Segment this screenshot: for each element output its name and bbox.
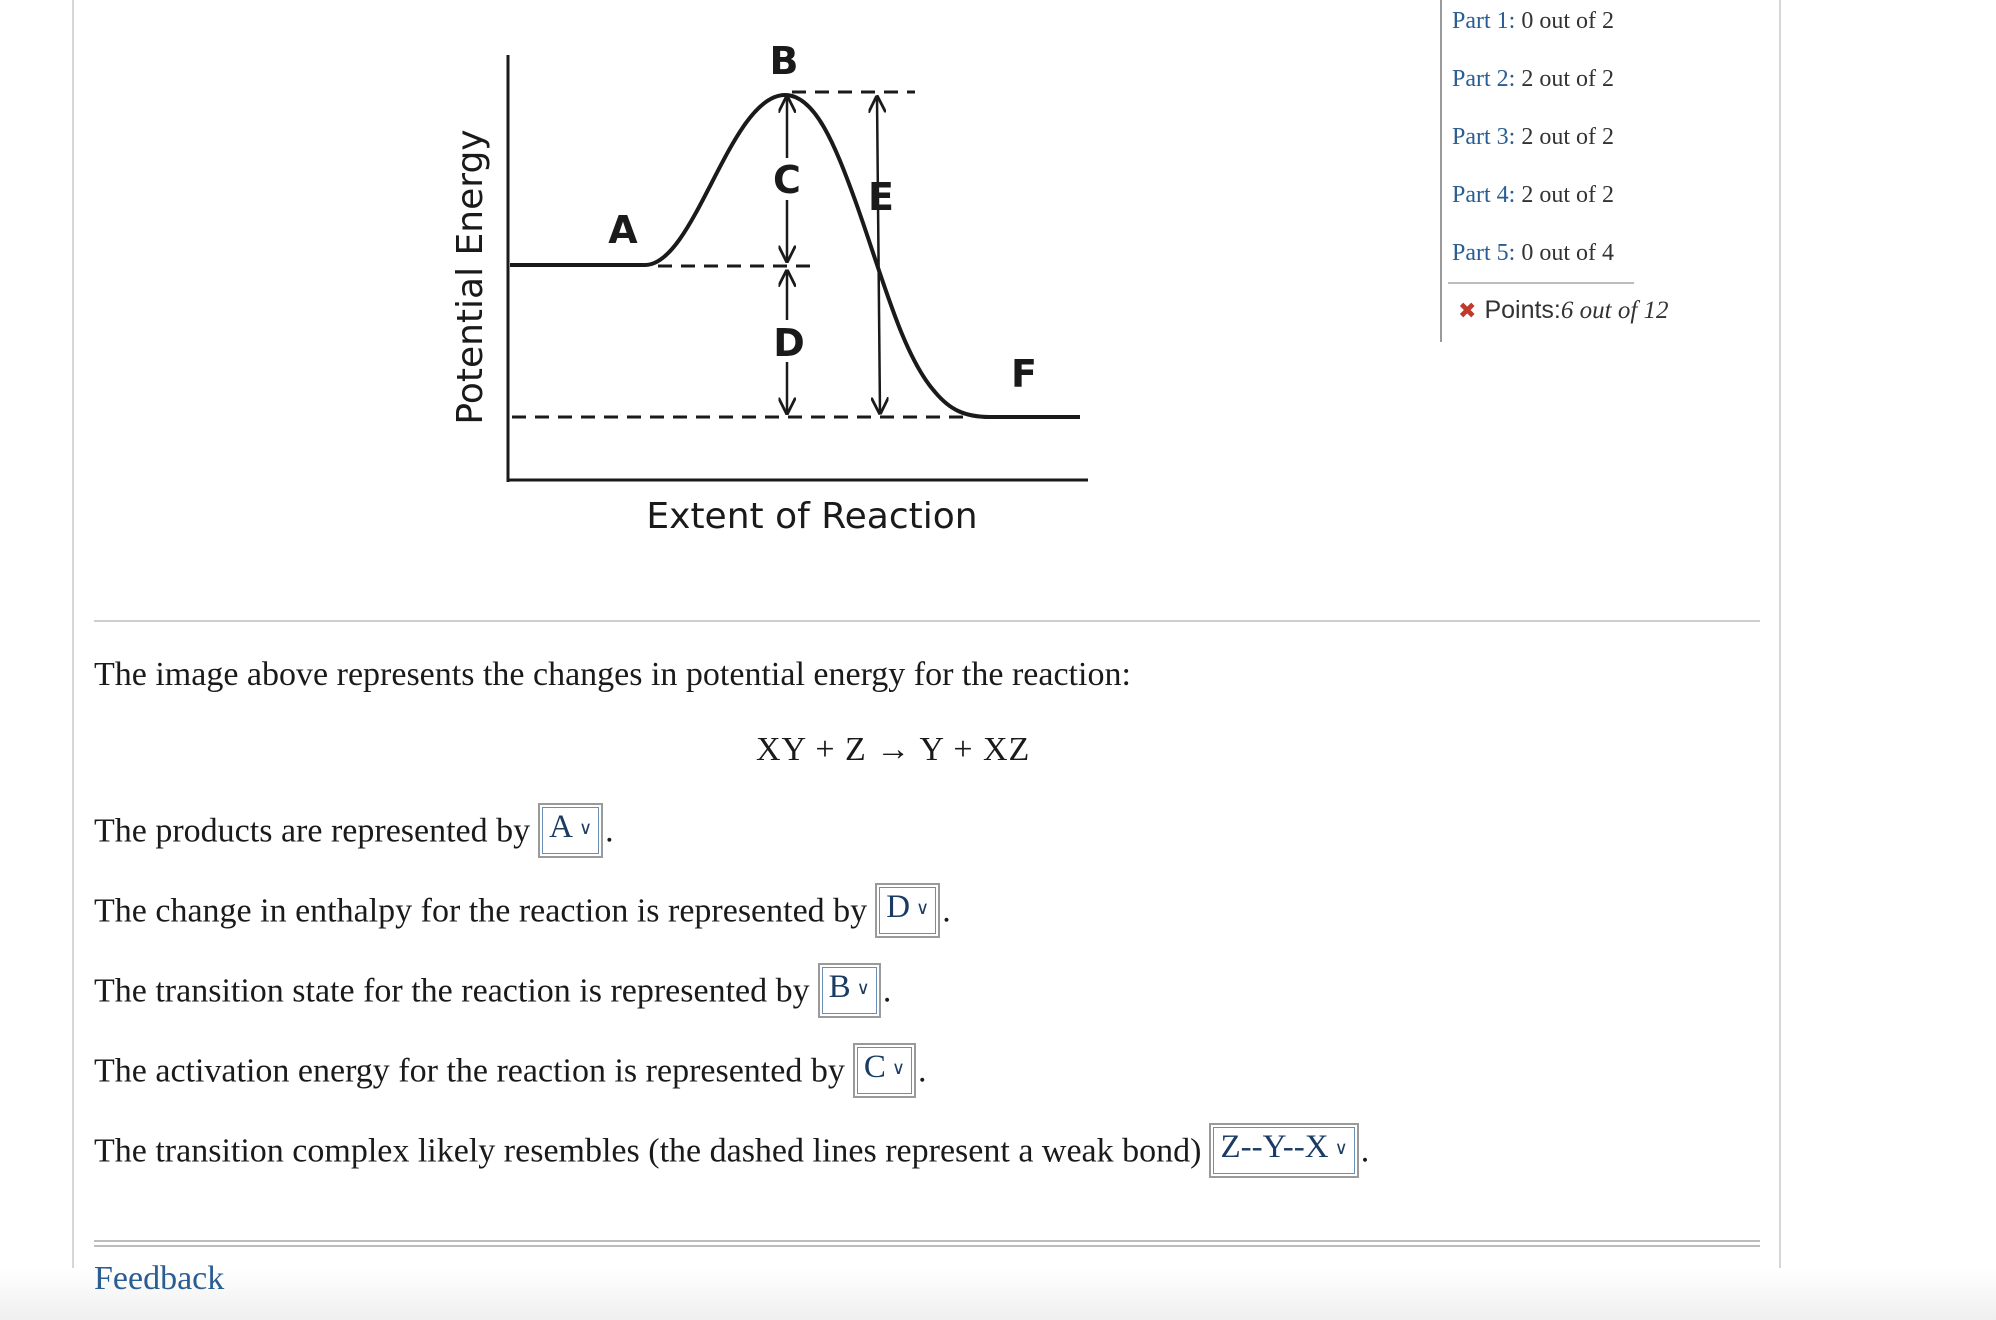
prompt-text: The products are represented by bbox=[94, 812, 531, 850]
feedback-link[interactable]: Feedback bbox=[94, 1260, 225, 1297]
enthalpy-select[interactable] bbox=[875, 883, 940, 938]
products-select[interactable] bbox=[538, 803, 603, 858]
selected-value: B bbox=[828, 969, 851, 1005]
activation-energy-select[interactable] bbox=[853, 1043, 916, 1098]
label-f: F bbox=[1011, 352, 1037, 396]
question-intro: The image above represents the changes in potential energy for the reaction: bbox=[94, 656, 1131, 693]
x-axis-label: Extent of Reaction bbox=[646, 496, 978, 537]
sidebar-part-3[interactable] bbox=[1452, 124, 1614, 151]
label-c: C bbox=[773, 158, 801, 202]
suffix-text: . bbox=[1360, 1132, 1370, 1170]
sidebar-divider bbox=[1448, 282, 1634, 284]
question-transition-state bbox=[94, 966, 891, 1021]
content-left-border bbox=[72, 0, 74, 1320]
suffix-text: . bbox=[605, 812, 614, 850]
chevron-down-icon: ∨ bbox=[856, 978, 870, 999]
suffix-text: . bbox=[918, 1052, 927, 1090]
prompt-text: The transition state for the reaction is represented by bbox=[94, 972, 810, 1010]
sidebar-part-2[interactable] bbox=[1452, 66, 1614, 93]
suffix-text: . bbox=[882, 972, 892, 1010]
transition-complex-select[interactable] bbox=[1209, 1123, 1358, 1178]
selected-value: A bbox=[549, 809, 573, 845]
points-summary bbox=[1458, 296, 1669, 325]
label-b: B bbox=[769, 39, 799, 83]
footer-divider bbox=[94, 1240, 1760, 1242]
bottom-fade bbox=[0, 1268, 1996, 1320]
transition-state-select[interactable] bbox=[818, 963, 881, 1018]
chevron-down-icon: ∨ bbox=[891, 1058, 906, 1079]
question-transition-complex bbox=[94, 1126, 1369, 1181]
reaction-equation: XY + Z → Y + XZ bbox=[756, 731, 1031, 768]
label-d: D bbox=[773, 321, 805, 365]
chevron-down-icon: ∨ bbox=[916, 898, 930, 919]
prompt-text: The change in enthalpy for the reaction is represented by bbox=[94, 892, 868, 930]
question-activation-energy bbox=[94, 1046, 927, 1101]
selected-value: Z--Y--X bbox=[1220, 1129, 1329, 1165]
prompt-text: The transition complex likely resembles (the dashed lines represent a weak bond) bbox=[94, 1132, 1202, 1170]
points-value: 6 out of 12 bbox=[1560, 297, 1669, 324]
sidebar-part-5[interactable] bbox=[1452, 240, 1614, 267]
chevron-down-icon: ∨ bbox=[578, 818, 593, 839]
chevron-down-icon: ∨ bbox=[1334, 1138, 1348, 1159]
prompt-text: The activation energy for the reaction is represented by bbox=[94, 1052, 845, 1090]
question-enthalpy bbox=[94, 886, 951, 941]
energy-diagram bbox=[430, 20, 1110, 560]
part-link[interactable]: Part 2: bbox=[1452, 66, 1516, 92]
sidebar-part-1[interactable] bbox=[1452, 8, 1614, 35]
section-divider bbox=[94, 620, 1760, 622]
label-e: E bbox=[868, 175, 894, 219]
points-label: Points: bbox=[1484, 296, 1561, 324]
selected-value: C bbox=[863, 1049, 886, 1085]
footer-divider bbox=[94, 1245, 1760, 1247]
energy-curve bbox=[510, 95, 1080, 417]
content-right-border bbox=[1779, 0, 1781, 1320]
part-score: 2 out of 2 bbox=[1521, 182, 1614, 208]
part-link[interactable]: Part 3: bbox=[1452, 124, 1516, 150]
part-score: 0 out of 2 bbox=[1521, 8, 1614, 34]
score-sidebar bbox=[1440, 0, 1702, 342]
part-score: 2 out of 2 bbox=[1521, 124, 1614, 150]
x-mark-icon: ✖ bbox=[1458, 298, 1477, 323]
arrow-e bbox=[877, 97, 880, 413]
part-link[interactable]: Part 1: bbox=[1452, 8, 1516, 34]
sidebar-part-4[interactable] bbox=[1452, 182, 1614, 209]
suffix-text: . bbox=[942, 892, 951, 930]
part-link[interactable]: Part 4: bbox=[1452, 182, 1516, 208]
question-products bbox=[94, 806, 614, 861]
y-axis-label: Potential Energy bbox=[450, 129, 491, 425]
part-score: 0 out of 4 bbox=[1521, 240, 1614, 266]
part-score: 2 out of 2 bbox=[1521, 66, 1614, 92]
selected-value: D bbox=[886, 889, 911, 925]
label-a: A bbox=[608, 208, 638, 252]
part-link[interactable]: Part 5: bbox=[1452, 240, 1516, 266]
